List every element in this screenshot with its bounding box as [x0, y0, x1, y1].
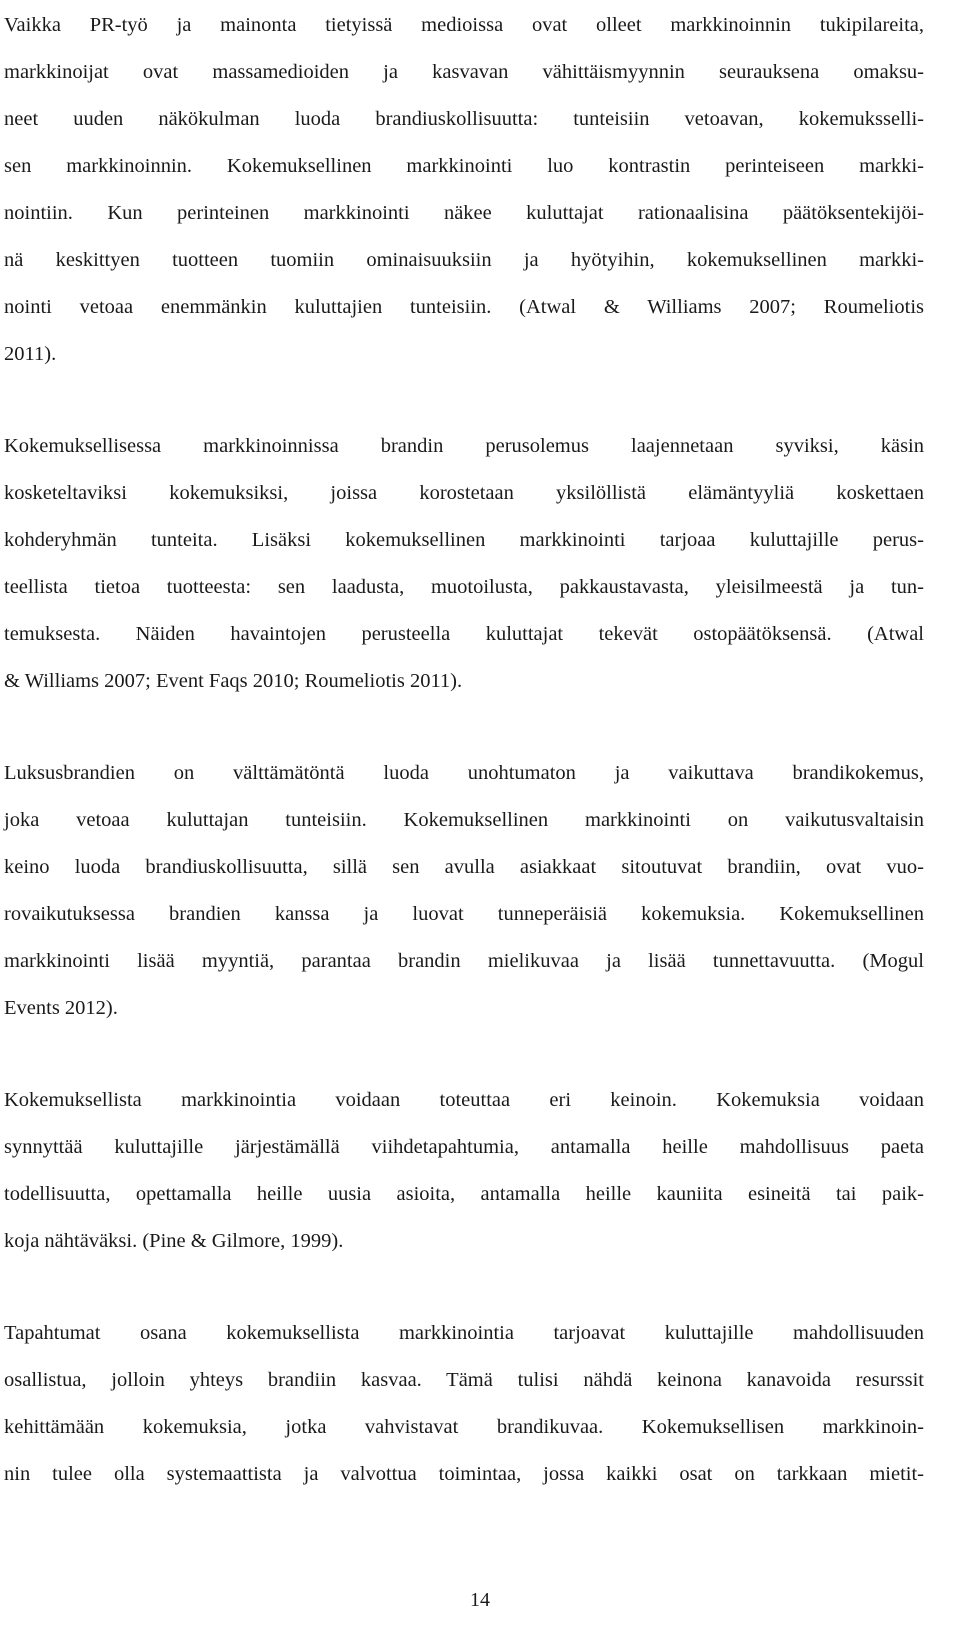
- text-line: rovaikutuksessa brandien kanssa ja luovat tunneperäisiä kokemuksia. Kokemuksellinen: [4, 903, 924, 925]
- text-line: nointiin. Kun perinteinen markkinointi näkee kuluttajat rationaalisina päätöksentekijöi-: [4, 202, 924, 224]
- text-line: 2011).: [4, 343, 57, 365]
- text-line: markkinointi lisää myyntiä, parantaa brandin mielikuvaa ja lisää tunnettavuutta. (Mogul: [4, 950, 924, 972]
- text-line: todellisuutta, opettamalla heille uusia asioita, antamalla heille kauniita esineitä tai paik-: [4, 1183, 924, 1205]
- paragraph: [4, 1077, 924, 1265]
- body-text: [4, 2, 924, 1543]
- text-line: Vaikka PR-työ ja mainonta tietyissä medioissa ovat olleet markkinoinnin tukipilareita,: [4, 14, 924, 36]
- text-line: Luksusbrandien on välttämätöntä luoda unohtumaton ja vaikuttava brandikokemus,: [4, 762, 924, 784]
- text-line: koja nähtäväksi. (Pine & Gilmore, 1999).: [4, 1230, 344, 1252]
- text-line: synnyttää kuluttajille järjestämällä viihdetapahtumia, antamalla heille mahdollisuus paeta: [4, 1136, 924, 1158]
- paragraph: [4, 423, 924, 705]
- text-line: markkinoijat ovat massamedioiden ja kasvavan vähittäismyynnin seurauksena omaksu-: [4, 61, 924, 83]
- text-line: Tapahtumat osana kokemuksellista markkinointia tarjoavat kuluttajille mahdollisuuden: [4, 1322, 924, 1344]
- text-line: Kokemuksellista markkinointia voidaan toteuttaa eri keinoin. Kokemuksia voidaan: [4, 1089, 924, 1111]
- paragraph: [4, 1310, 924, 1498]
- text-line: & Williams 2007; Event Faqs 2010; Roumeliotis 2011).: [4, 670, 463, 692]
- text-line: nin tulee olla systemaattista ja valvottua toimintaa, jossa kaikki osat on tarkkaan mietit-: [4, 1463, 924, 1485]
- paragraph: [4, 750, 924, 1032]
- text-line: kehittämään kokemuksia, jotka vahvistavat brandikuvaa. Kokemuksellisen markkinoin-: [4, 1416, 924, 1438]
- paragraph: [4, 2, 924, 378]
- text-line: teellista tietoa tuotteesta: sen laadusta, muotoilusta, pakkaustavasta, yleisilmeestä ja tun-: [4, 576, 924, 598]
- page-number: 14: [470, 1589, 490, 1611]
- text-line: sen markkinoinnin. Kokemuksellinen markkinointi luo kontrastin perinteiseen markki-: [4, 155, 924, 177]
- text-line: osallistua, jolloin yhteys brandiin kasvaa. Tämä tulisi nähdä keinona kanavoida resurssit: [4, 1369, 924, 1391]
- text-line: nointi vetoaa enemmänkin kuluttajien tunteisiin. (Atwal & Williams 2007; Roumeliotis: [4, 296, 924, 318]
- text-line: Events 2012).: [4, 997, 118, 1019]
- text-line: nä keskittyen tuotteen tuomiin ominaisuuksiin ja hyötyihin, kokemuksellinen markki-: [4, 249, 924, 271]
- text-line: keino luoda brandiuskollisuutta, sillä sen avulla asiakkaat sitoutuvat brandiin, ovat vuo-: [4, 856, 924, 878]
- text-line: temuksesta. Näiden havaintojen perusteella kuluttajat tekevät ostopäätöksensä. (Atwal: [4, 623, 924, 645]
- text-line: kosketeltaviksi kokemuksiksi, joissa korostetaan yksilöllistä elämäntyyliä koskettaen: [4, 482, 924, 504]
- text-line: Kokemuksellisessa markkinoinnissa brandin perusolemus laajennetaan syviksi, käsin: [4, 435, 924, 457]
- text-line: joka vetoaa kuluttajan tunteisiin. Kokemuksellinen markkinointi on vaikutusvaltaisin: [4, 809, 924, 831]
- text-line: neet uuden näkökulman luoda brandiuskollisuutta: tunteisiin vetoavan, kokemuksselli-: [4, 108, 924, 130]
- text-line: kohderyhmän tunteita. Lisäksi kokemuksellinen markkinointi tarjoaa kuluttajille perus-: [4, 529, 924, 551]
